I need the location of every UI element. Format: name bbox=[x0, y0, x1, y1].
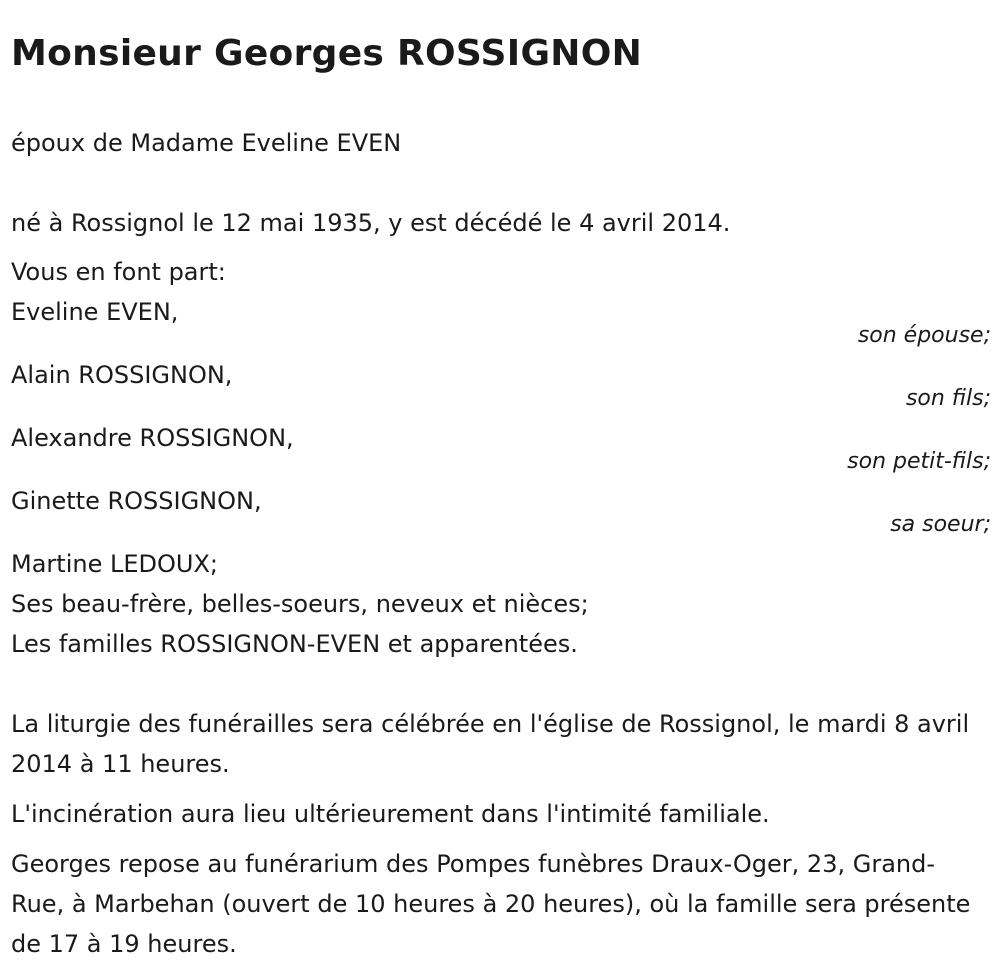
family-member-name: Alain ROSSIGNON, bbox=[11, 361, 233, 389]
family-member-relation: son épouse; bbox=[857, 323, 991, 348]
family-member-relation: son fils; bbox=[905, 386, 991, 411]
funeral-paragraph: La liturgie des funérailles sera célébrée en l'église de Rossignol, le mardi 8 avril 2014 à 11 heures. bbox=[11, 710, 970, 778]
family-member-name: Eveline EVEN, bbox=[11, 298, 179, 326]
other-family-line: Les familles ROSSIGNON-EVEN et apparentées. bbox=[11, 630, 578, 658]
other-family-line: Martine LEDOUX; bbox=[11, 550, 218, 578]
visitation-paragraph: Georges repose au funérarium des Pompes funèbres Draux-Oger, 23, Grand-Rue, à Marbehan (ouvert de 10 heures à 20 heures), où la famille sera présente de 17 à 19 heures. bbox=[11, 850, 971, 958]
spouse-line: époux de Madame Eveline EVEN bbox=[11, 129, 402, 157]
other-family-line: Ses beau-frère, belles-soeurs, neveux et nièces; bbox=[11, 590, 589, 618]
page-title: Monsieur Georges ROSSIGNON bbox=[11, 33, 643, 74]
cremation-paragraph: L'incinération aura lieu ultérieurement dans l'intimité familiale. bbox=[11, 800, 770, 828]
family-member-relation: son petit-fils; bbox=[847, 449, 991, 474]
birth-death-line: né à Rossignol le 12 mai 1935, y est décédé le 4 avril 2014. bbox=[11, 209, 731, 237]
family-member-name: Ginette ROSSIGNON, bbox=[11, 487, 262, 515]
announcement-intro: Vous en font part: bbox=[11, 258, 226, 286]
family-member-relation: sa soeur; bbox=[890, 512, 991, 537]
family-member-name: Alexandre ROSSIGNON, bbox=[11, 424, 294, 452]
